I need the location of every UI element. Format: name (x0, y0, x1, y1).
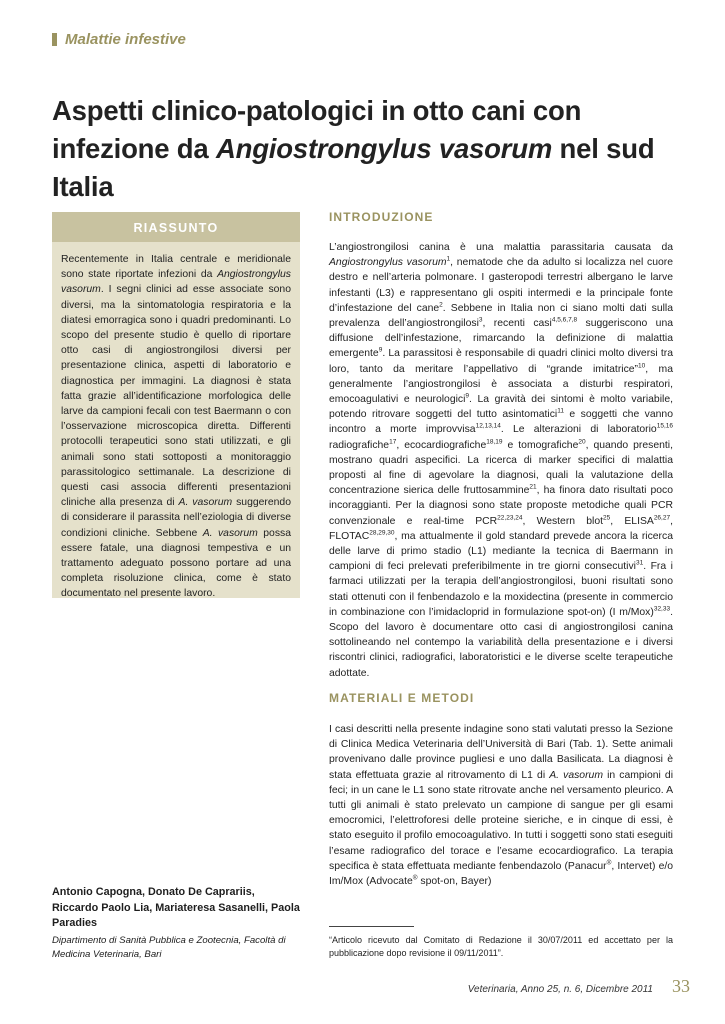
intro-seg: . La gravità dei sintomi è molto variabile, potendo ritrovare soggetti del tutto asintomatici (329, 394, 673, 421)
intro-seg: , nematode che da adulto si localizza nel cuore destro e nell’arteria polmonare. I gasteropodi terrestri albergano le larve infestanti (L3) e rappresentano gli ospiti intermedi e la principale fonte d’infestazione del cane (329, 257, 673, 314)
ref-sup: 25 (603, 514, 611, 522)
methods-text (329, 722, 673, 889)
footnote-divider (329, 926, 414, 927)
abstract-seg: suggerendo di considerare il parassita nell’eziologia di diverse condizioni cliniche. Sebbene (61, 497, 291, 539)
abstract-heading: RIASSUNTO (52, 212, 300, 242)
intro-seg: , ha finora dato risultati poco incoraggianti. Per la diagnosi sono state proposte metodiche quali PCR convenzionale e real-time PCR (329, 485, 673, 527)
ref-sup: 9 (378, 346, 383, 354)
ref-sup: 2 (439, 301, 443, 309)
intro-seg: radiografiche (329, 439, 390, 451)
ref-sup: 32,33 (653, 605, 671, 613)
intro-seg: e tomografiche (502, 439, 579, 451)
intro-seg: e soggetti che vanno incontro a morte improvvisa (329, 409, 673, 436)
intro-text (329, 240, 673, 681)
article-title (52, 92, 692, 206)
abstract-text (52, 242, 300, 602)
ref-sup: 17 (389, 438, 397, 446)
intro-seg: , quando presenti, mostrano quadri aspecifici. La ricerca di marker specifici di malattia proposti al fine di agevolare la diagnosi, quali la valutazione della concentrazione sierica delle fruttosammine (329, 439, 673, 497)
intro-seg: , FLOTAC (329, 515, 673, 542)
intro-seg: . La parassitosi è responsabile di quadri clinici molto diversi tra loro, tanto da meritare l’appellativo di “grande imitatrice” (329, 348, 673, 375)
intro-seg: . Sebbene in Italia non ci siano molti dati sulla prevalenza dell’angiostrongilosi (329, 302, 673, 330)
intro-seg: . Le alterazioni di laboratorio (500, 424, 657, 436)
intro-seg: . Fra i farmaci utilizzati per la terapia dell’angiostrongilosi, buoni risultati sono stati ottenuti con il fenbendazolo e la moxidectina (presente in commercio in combinazione con l’imidacloprid in formulazione spot-on) (I m/Mox) (329, 561, 673, 618)
methods-seg: in campioni di feci; in un cane le L1 sono state ritrovate anche nel versamento pleurico. A tutti gli animali è stato prelevato un campione di sangue per gli esami emocromici, l’elettroforesi delle proteine sieriche, e in cinque di essi, è stato eseguito il profilo emocoagulativo. In tutti i soggetti sono stati eseguiti l’esame radiografico del torace e l’esame ecocardiografico. La terapia specifica è stata effettuata mediante fenbendazolo (Panacur (329, 769, 673, 872)
abstract-species: A. vasorum (178, 497, 233, 509)
abstract-box (52, 212, 300, 598)
section-label: Malattie infestive (65, 31, 186, 48)
ref-sup: 22,23,24 (497, 514, 523, 522)
registered-mark: ® (412, 874, 418, 882)
methods-seg: spot-on, Bayer) (417, 876, 492, 888)
ref-sup: 15,16 (656, 422, 673, 430)
abstract-species: A. vasorum (202, 527, 258, 539)
ref-sup: 26,27 (653, 514, 671, 522)
abstract-seg: possa essere fatale, una diagnosi tempestiva e un trattamento adeguato possono portare ad una completa risoluzione clinica, come è stato documentato nel presente lavoro. (61, 527, 291, 600)
intro-seg: suggeriscono una diffusione dell’infestazione, rimarcando la definizione di malattia emergente (329, 318, 674, 360)
intro-species: Angiostrongylus vasorum (329, 257, 447, 269)
ref-sup: 20 (578, 438, 586, 446)
abstract-seg: . I segni clinici ad esse associate sono diversi, ma la sintomatologia respiratoria e la diatesi emorragica sono i quadri predominanti. Lo scopo del presente studio è quello di riportare otto casi di angiostrongilosi diversi per presentazione clinica, aspetti di laboratorio e diagnostica per immagini. La diagnosi è stata fatta grazie all’identificazione morfologica delle larve da campioni fecali con test Baermann o con l’osservazione microscopica diretta. Differenti protocolli terapeutici sono stati utilizzati, e gli animali sono stati sottoposti a monitoraggio parassitologico settimanale. La descrizione di questi casi associa differenti presentazioni cliniche alla presenza di (61, 284, 291, 509)
journal-citation: Veterinaria, Anno 25, n. 6, Dicembre 2011 (467, 984, 653, 995)
ref-sup: 12,13,14 (475, 422, 501, 430)
title-part1: Aspetti clinico-patologici in otto cani con infezione da (52, 95, 582, 164)
ref-sup: 18,19 (486, 438, 503, 446)
intro-seg: , ma generalmente l’angiostrongilosi è associata a disturbi respiratori, emocoagulativi e neurologici (329, 363, 673, 406)
registered-mark: ® (606, 859, 612, 867)
intro-seg: , Western blot (522, 515, 604, 527)
intro-seg: , recenti casi (482, 318, 552, 330)
ref-sup: 3 (478, 316, 483, 324)
methods-seg: , Intervet) e/o Im/Mox (Advocate (329, 860, 674, 888)
methods-species: A. vasorum (549, 769, 603, 781)
methods-heading: MATERIALI E METODI (329, 691, 475, 705)
ref-sup: 1 (446, 255, 451, 263)
authors: Antonio Capogna, Donato De Caprariis, Riccardo Paolo Lia, Mariateresa Sasanelli, Paola Paradies (52, 886, 300, 929)
intro-heading: INTRODUZIONE (329, 210, 434, 224)
footnote: “Articolo ricevuto dal Comitato di Redazione il 30/07/2011 ed accettato per la pubblicazione dopo revisione il 09/11/2011”. (329, 935, 673, 958)
abstract-species: Angiostrongylus vasorum (61, 269, 291, 296)
section-bar-icon (52, 33, 57, 46)
section-tag (52, 31, 186, 48)
affiliation: Dipartimento di Sanità Pubblica e Zootecnia, Facoltà di Medicina Veterinaria, Bari (52, 935, 286, 960)
methods-seg: I casi descritti nella presente indagine sono stati valutati presso la Sezione di Clinica Medica Veterinaria dell’Università di Bari (Tab. 1). Sette animali provenivano dalle province pugliesi e uno dalla Basilicata. La diagnosi è stata effettuata grazie al ritrovamento di L1 di (329, 724, 673, 781)
intro-seg: , ELISA (610, 515, 654, 527)
ref-sup: 4,5,6,7,8 (551, 316, 578, 324)
title-italic: Angiostrongylus vasorum (215, 133, 553, 164)
intro-seg: , ma attualmente il gold standard prevede ancora la ricerca delle larve di primo stadio (L1) mediante la tecnica di Baermann in campioni di feci prelevati preferibilmente in tre giorni consecutivi (329, 530, 673, 573)
page-number: 33 (672, 976, 690, 996)
title-part2: nel sud Italia (52, 133, 655, 202)
intro-seg: . Scopo del lavoro è documentare otto casi di angiostrongilosi canina sottolineando nel contempo la variabilità della presentazione e i diversi riscontri clinici, radiografici, laboratoristici e le diverse scelte terapeutiche adottate. (329, 606, 673, 679)
ref-sup: 9 (465, 392, 470, 400)
ref-sup: 10 (638, 362, 646, 370)
abstract-seg: Recentemente in Italia centrale e meridionale sono state riportate infezioni da (61, 254, 291, 281)
ref-sup: 28,29,30 (369, 529, 395, 537)
ref-sup: 21 (529, 483, 537, 491)
ref-sup: 31 (635, 559, 644, 567)
intro-seg: L’angiostrongilosi canina è una malattia parassitaria causata da (329, 242, 673, 253)
ref-sup: 11 (557, 407, 564, 415)
intro-seg: , ecocardiografiche (396, 439, 487, 451)
